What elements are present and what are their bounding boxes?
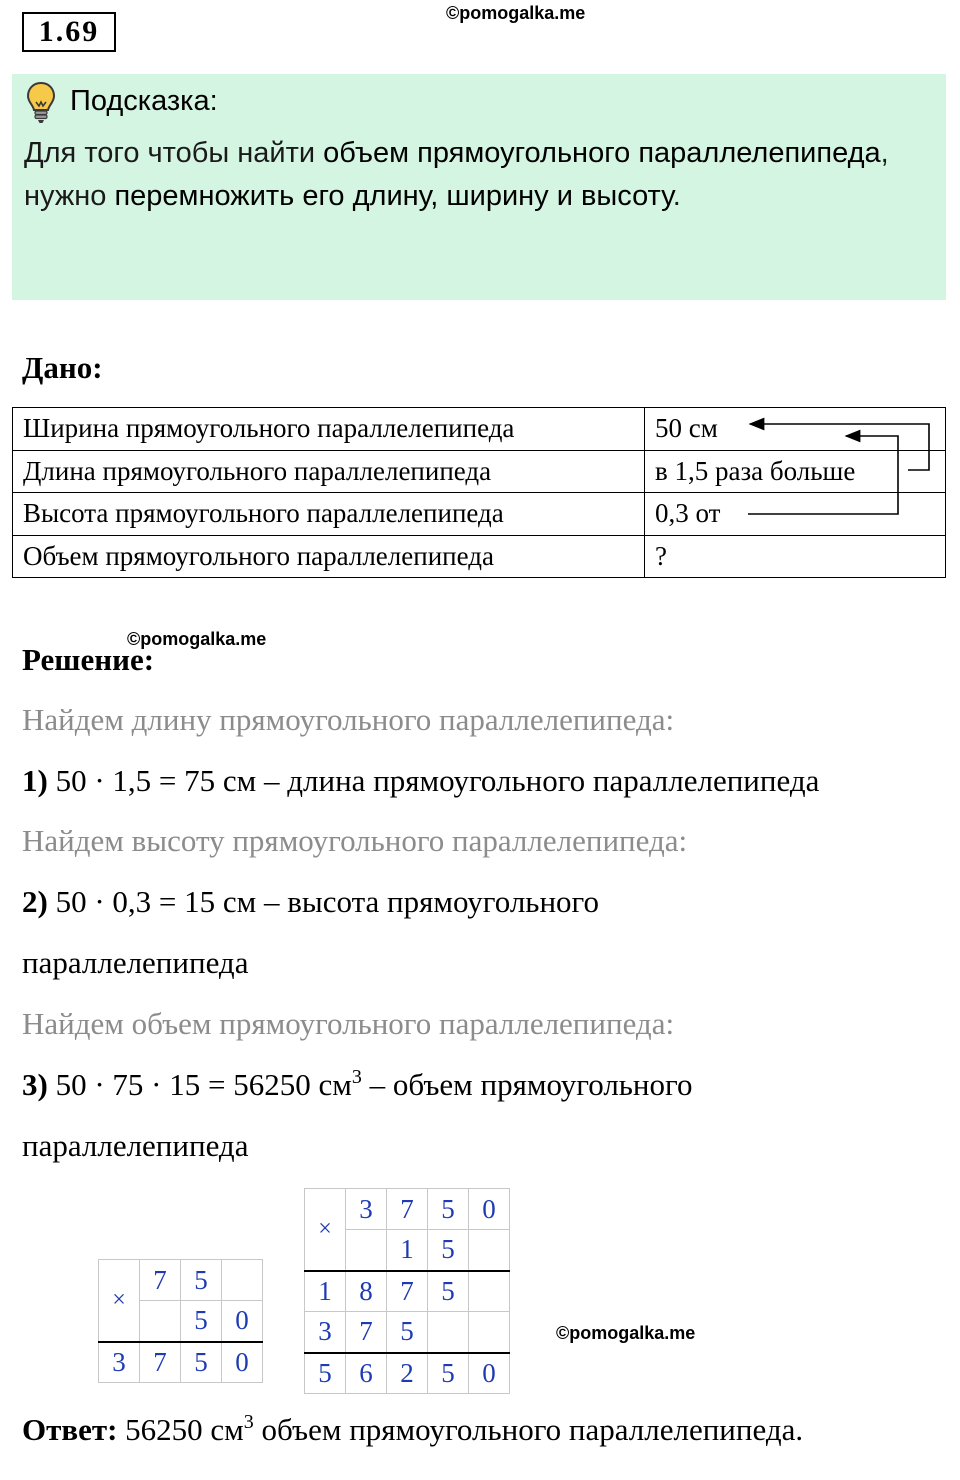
table-cell-value: 50 см: [645, 408, 946, 451]
calc-cell: [346, 1230, 387, 1271]
calc-cell: 5: [428, 1230, 469, 1271]
calc-cell: 3: [346, 1189, 387, 1230]
step-3-exponent: 3: [351, 1066, 362, 1088]
calc-cell: 7: [346, 1312, 387, 1353]
calc-cell: 0: [469, 1353, 510, 1394]
step-1-intro: Найдем длину прямоугольного параллелепипеда:: [22, 702, 675, 737]
calc-cell: 8: [346, 1271, 387, 1312]
calc-cell: 5: [428, 1271, 469, 1312]
calc-cell: 0: [469, 1189, 510, 1230]
calc-cell: 5: [181, 1260, 222, 1301]
calc-row: [305, 1189, 510, 1230]
answer-exponent: 3: [243, 1411, 254, 1433]
reference-arrows: [0, 0, 960, 600]
calc-row: [305, 1271, 510, 1312]
table-cell-value: ?: [645, 535, 946, 578]
calc-cell: 5: [181, 1301, 222, 1342]
watermark-middle: ©pomogalka.me: [127, 629, 267, 649]
step-2-line-continued: параллелепипеда: [22, 945, 249, 980]
calc-cell: [469, 1312, 510, 1353]
step-2-intro: Найдем высоту прямоугольного параллелепипеда:: [22, 823, 688, 858]
step-3-number: 3): [22, 1067, 48, 1102]
given-heading: Дано:: [22, 350, 103, 385]
hint-text-part: Для того чтобы найти: [24, 137, 324, 169]
calc-cell: [428, 1312, 469, 1353]
calc-cell: 7: [387, 1189, 428, 1230]
calc-cell: [469, 1230, 510, 1271]
calc-cell: 3: [99, 1342, 140, 1383]
step-3-text: 50 · 75 · 15 = 56250 см: [47, 1067, 352, 1102]
calc-cell: 2: [387, 1353, 428, 1394]
answer-line: [22, 1412, 803, 1448]
step-3-text-rest: – объем прямоугольного: [361, 1067, 693, 1102]
solution-heading: Решение:: [22, 642, 155, 677]
answer-label: Ответ:: [22, 1412, 118, 1447]
calc-row: [99, 1342, 263, 1383]
step-3-intro: Найдем объем прямоугольного параллелепипеда:: [22, 1006, 675, 1041]
calc-cell: 6: [346, 1353, 387, 1394]
watermark-top: ©pomogalka.me: [446, 3, 586, 23]
calc-cell: [222, 1260, 263, 1301]
calc-3750x15: [304, 1188, 510, 1394]
step-2-number: 2): [22, 884, 48, 919]
step-1-line: [22, 763, 819, 799]
calc-cell: 5: [387, 1312, 428, 1353]
table-cell-label: Длина прямоугольного параллелепипеда: [13, 450, 645, 493]
hint-text-highlight: объем прямоугольного параллелепипеда: [323, 137, 881, 169]
answer-value: 56250 см: [117, 1412, 244, 1447]
calc-cell: 1: [387, 1230, 428, 1271]
calc-cell: 5: [428, 1189, 469, 1230]
calc-row: [305, 1312, 510, 1353]
table-cell-value: 0,3 от: [645, 493, 946, 536]
table-cell-value: в 1,5 раза больше: [645, 450, 946, 493]
calc-cell: 7: [387, 1271, 428, 1312]
arrow-length-to-width: [750, 424, 929, 470]
calc-75x50: [98, 1259, 263, 1383]
answer-text: объем прямоугольного параллелепипеда.: [253, 1412, 804, 1447]
calc-row: [99, 1260, 263, 1301]
step-3-line: [22, 1067, 692, 1103]
table-cell-label: Высота прямоугольного параллелепипеда: [13, 493, 645, 536]
calc-cell: [469, 1271, 510, 1312]
calc-cell: 7: [140, 1342, 181, 1383]
hint-title: Подсказка:: [70, 85, 218, 117]
table-cell-label: Объем прямоугольного параллелепипеда: [13, 535, 645, 578]
calc-cell: 0: [222, 1342, 263, 1383]
arrow-height-to-width: [748, 436, 898, 514]
calc-cell: 5: [181, 1342, 222, 1383]
calc-cell: 3: [305, 1312, 346, 1353]
calc-cell: 5: [305, 1353, 346, 1394]
multiply-sign: ×: [305, 1189, 346, 1271]
calc-row: [305, 1353, 510, 1394]
step-3-line-continued: параллелепипеда: [22, 1128, 249, 1163]
hint-text-highlight: перемножить его длину, ширину и высоту: [114, 180, 673, 212]
calc-cell: 7: [140, 1260, 181, 1301]
step-1-number: 1): [22, 763, 48, 798]
hint-text-part: .: [672, 180, 681, 212]
calc-cell: [140, 1301, 181, 1342]
calc-cell: 0: [222, 1301, 263, 1342]
calc-cell: 1: [305, 1271, 346, 1312]
calc-cell: 5: [428, 1353, 469, 1394]
hint-text-part: , нужно: [24, 137, 889, 212]
step-2-line: [22, 884, 599, 920]
multiply-sign: ×: [99, 1260, 140, 1342]
table-cell-label: Ширина прямоугольного параллелепипеда: [13, 408, 645, 451]
step-1-text: 50 · 1,5 = 75 см – длина прямоугольного параллелепипеда: [47, 763, 820, 798]
watermark-bottom: ©pomogalka.me: [556, 1323, 696, 1343]
task-number: 1.69: [22, 12, 116, 52]
step-2-text: 50 · 0,3 = 15 см – высота прямоугольного: [47, 884, 599, 919]
